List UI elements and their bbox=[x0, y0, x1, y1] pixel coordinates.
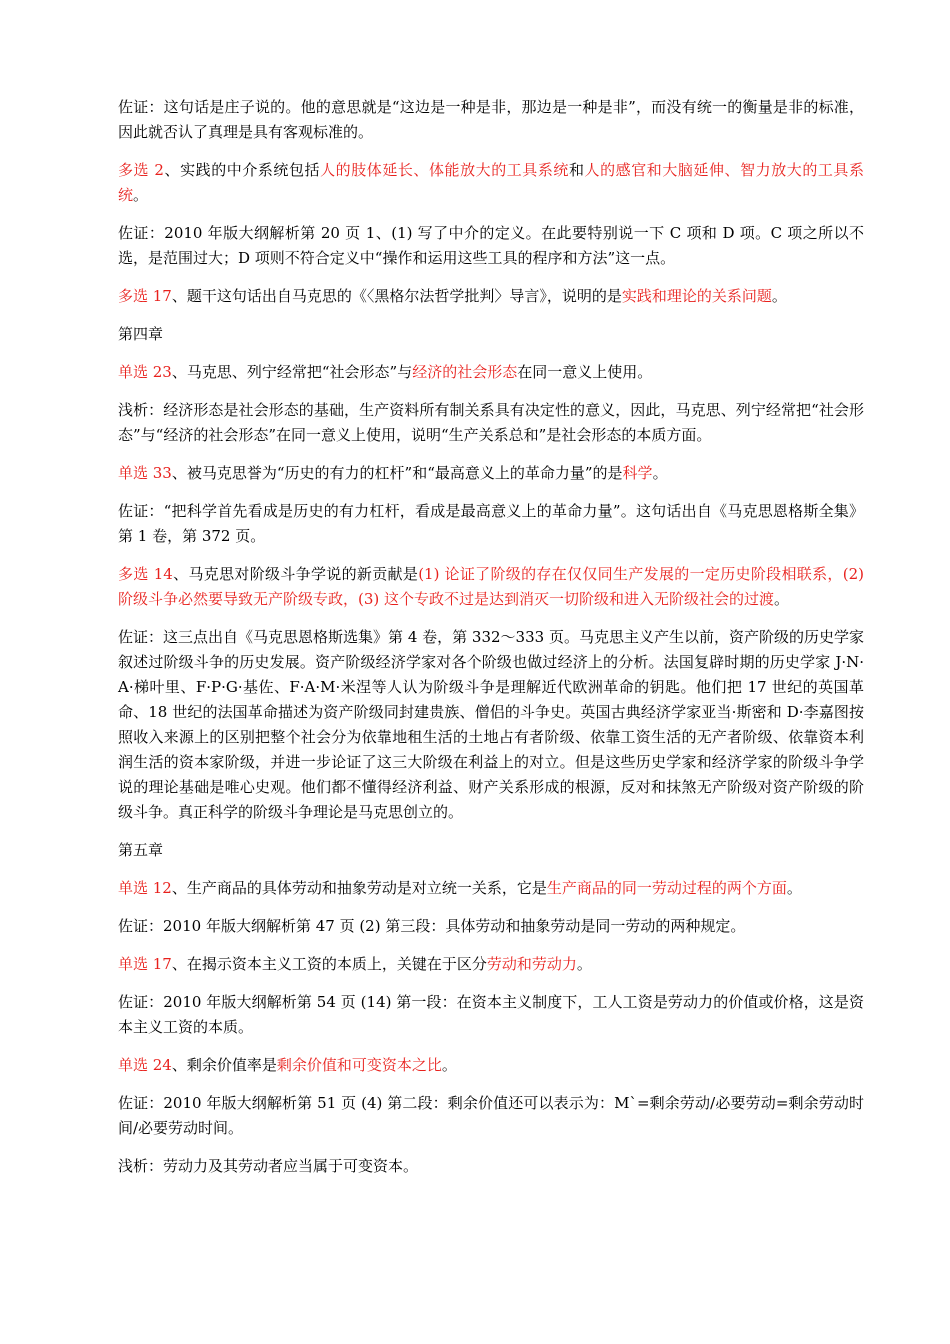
body-text: 佐证：这三点出自《马克思恩格斯选集》第 4 卷，第 332～333 页。马克思主义产生以前，资产阶级的历史学家叙述过阶级斗争的历史发展。资产阶级经济学家对各个阶级也做过经济上的分析。法国复辟时期的历史学家 J·N·A·梯叶里、F·P·G·基佐、F·A·M·米涅等人认为阶级斗争是理解近代欧洲革命的钥匙。他们把 17 世纪的英国革命、18 世纪的法国革命描述为资产阶级同封建贵族、僧侣的斗争史。英国古典经济学家亚当·斯密和 D·李嘉图按照收入来源上的区别把整个社会分为依靠地租生活的土地占有者阶级、依靠工资生活的无产者阶级、依靠资本利润生活的资本家阶级，并进一步论证了这三大阶级在利益上的对立。但是这些历史学家和经济学家的阶级斗争学说的理论基础是唯心史观。他们都不懂得经济利益、财产关系形成的根源，反对和抹煞无产阶级对资产阶级的阶级斗争。真正科学的阶级斗争理论是马克思创立的。 bbox=[118, 628, 864, 821]
body-text: 、实践的中介系统包括 bbox=[163, 161, 321, 179]
paragraph bbox=[118, 284, 864, 309]
body-text: 浅析：经济形态是社会形态的基础，生产资料所有制关系具有决定性的意义，因此，马克思、列宁经常把“社会形态”与“经济的社会形态”在同一意义上使用，说明“生产关系总和”是社会形态的本质方面。 bbox=[118, 401, 864, 444]
body-text: 佐证：这句话是庄子说的。他的意思就是“这边是一种是非，那边是一种是非”，而没有统一的衡量是非的标准，因此就否认了真理是具有客观标准的。 bbox=[118, 98, 864, 141]
document-body bbox=[118, 95, 864, 1192]
paragraph bbox=[118, 1154, 864, 1179]
paragraph bbox=[118, 360, 864, 385]
body-text: 。 bbox=[774, 590, 790, 608]
highlight-text: 人的肢体延长、体能放大的工具系统 bbox=[320, 161, 569, 179]
body-text: 浅析：劳动力及其劳动者应当属于可变资本。 bbox=[118, 1157, 419, 1175]
body-text: 。 bbox=[771, 287, 787, 305]
paragraph bbox=[118, 876, 864, 901]
paragraph bbox=[118, 499, 864, 549]
body-text: 、马克思对阶级斗争学说的新贡献是 bbox=[172, 565, 419, 583]
paragraph bbox=[118, 838, 864, 863]
body-text: 。 bbox=[133, 186, 149, 204]
body-text: 第五章 bbox=[118, 841, 164, 859]
body-text: 。 bbox=[441, 1056, 457, 1074]
body-text: 第四章 bbox=[118, 325, 164, 343]
body-text: 佐证：2010 年版大纲解析第 20 页 1、(1) 写了中介的定义。在此要特别说一下 C 项和 D 项。C 项之所以不选，是范围过大；D 项则不符合定义中“操作和运用这些工具的程序和方法”这一点。 bbox=[118, 224, 864, 267]
highlight-text: 人的感官和大脑延伸、智力放大的工具系统 bbox=[118, 161, 864, 204]
paragraph bbox=[118, 322, 864, 347]
paragraph bbox=[118, 952, 864, 977]
body-text: 、题干这句话出自马克思的《〈黑格尔法哲学批判〉导言》，说明的是 bbox=[171, 287, 622, 305]
body-text: 佐证：2010 年版大纲解析第 51 页 (4) 第二段：剩余价值还可以表示为：M`=剩余劳动/必要劳动=剩余劳动时间/必要劳动时间。 bbox=[118, 1094, 864, 1137]
highlight-text: 单选 23 bbox=[118, 363, 172, 381]
paragraph bbox=[118, 461, 864, 486]
paragraph bbox=[118, 914, 864, 939]
highlight-text: 单选 17 bbox=[118, 955, 172, 973]
highlight-text: 多选 14 bbox=[118, 565, 173, 583]
body-text: 佐证：2010 年版大纲解析第 54 页 (14) 第一段：在资本主义制度下，工人工资是劳动力的价值或价格，这是资本主义工资的本质。 bbox=[118, 993, 864, 1036]
body-text: 佐证：2010 年版大纲解析第 47 页 (2) 第三段：具体劳动和抽象劳动是同一劳动的两种规定。 bbox=[118, 917, 746, 935]
body-text: 、被马克思誉为“历史的有力的杠杆”和“最高意义上的革命力量”的是 bbox=[171, 464, 623, 482]
body-text: 佐证：“把科学首先看成是历史的有力杠杆，看成是最高意义上的革命力量”。这句话出自《马克思恩格斯全集》第 1 卷，第 372 页。 bbox=[118, 502, 864, 545]
body-text: 。 bbox=[576, 955, 592, 973]
body-text: 和 bbox=[568, 161, 585, 179]
highlight-text: 单选 12 bbox=[118, 879, 172, 897]
body-text: 、在揭示资本主义工资的本质上，关键在于区分 bbox=[171, 955, 487, 973]
highlight-text: 单选 24 bbox=[118, 1056, 172, 1074]
highlight-text: 实践和理论的关系问题 bbox=[621, 287, 772, 305]
paragraph bbox=[118, 990, 864, 1040]
paragraph bbox=[118, 1053, 864, 1078]
highlight-text: 经济的社会形态 bbox=[412, 363, 518, 381]
paragraph bbox=[118, 158, 864, 208]
highlight-text: 剩余价值和可变资本之比 bbox=[276, 1056, 442, 1074]
paragraph bbox=[118, 398, 864, 448]
body-text: 。 bbox=[652, 464, 668, 482]
body-text: 、剩余价值率是 bbox=[171, 1056, 277, 1074]
highlight-text: 多选 17 bbox=[118, 287, 172, 305]
body-text: 、生产商品的具体劳动和抽象劳动是对立统一关系，它是 bbox=[171, 879, 547, 897]
body-text: 、马克思、列宁经常把“社会形态”与 bbox=[171, 363, 413, 381]
highlight-text: 多选 2 bbox=[118, 161, 164, 179]
body-text: 在同一意义上使用。 bbox=[517, 363, 653, 381]
highlight-text: 科学 bbox=[622, 464, 653, 482]
highlight-text: 生产商品的同一劳动过程的两个方面 bbox=[546, 879, 787, 897]
highlight-text: (1) 论证了阶级的存在仅仅同生产发展的一定历史阶段相联系，(2) 阶级斗争必然要导致无产阶级专政，(3) 这个专政不过是达到消灭一切阶级和进入无阶级社会的过渡 bbox=[118, 565, 864, 608]
paragraph bbox=[118, 625, 864, 825]
paragraph bbox=[118, 95, 864, 145]
highlight-text: 单选 33 bbox=[118, 464, 172, 482]
body-text: 。 bbox=[786, 879, 802, 897]
paragraph bbox=[118, 562, 864, 612]
paragraph bbox=[118, 221, 864, 271]
paragraph bbox=[118, 1091, 864, 1141]
highlight-text: 劳动和劳动力 bbox=[486, 955, 577, 973]
